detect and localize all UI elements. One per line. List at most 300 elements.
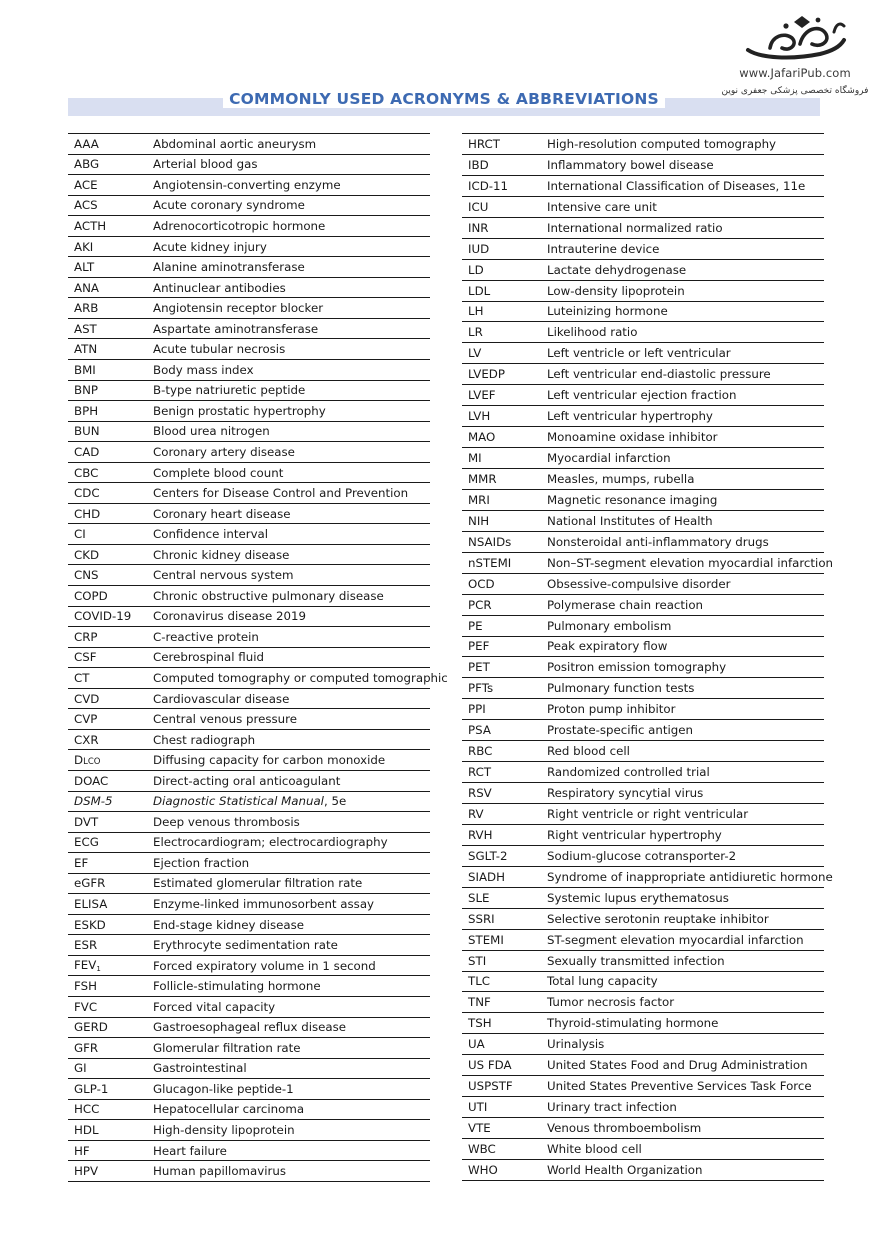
definition: Heart failure (153, 1143, 227, 1158)
abbreviation: HRCT (468, 136, 500, 151)
abbreviation: ELISA (74, 897, 108, 911)
definition: Magnetic resonance imaging (547, 492, 718, 507)
definition: Ejection fraction (153, 855, 250, 870)
abbreviation: COPD (74, 588, 108, 603)
abbreviation: DVT (74, 814, 99, 829)
table-row (68, 360, 430, 381)
definition: Proton pump inhibitor (547, 702, 676, 717)
abbreviation: DLCO (74, 753, 101, 768)
abbreviation: UTI (468, 1100, 488, 1115)
table-row (462, 783, 824, 804)
definition: Diagnostic Statistical Manual, 5e (153, 794, 347, 809)
definition: Sexually transmitted infection (547, 953, 725, 968)
table-row (462, 574, 824, 595)
abbreviation: CI (74, 527, 86, 542)
definition: Coronary artery disease (153, 444, 295, 459)
table-row (68, 155, 430, 176)
definition: International normalized ratio (547, 220, 723, 235)
abbreviation: TLC (468, 974, 491, 989)
abbreviation: BPH (74, 403, 99, 418)
table-row (462, 972, 824, 993)
table-row (68, 422, 430, 443)
table-row (68, 689, 430, 710)
abbreviation: CBC (74, 465, 99, 480)
definition: Lactate dehydrogenase (547, 262, 687, 277)
table-row (462, 406, 824, 427)
table-row (462, 1013, 824, 1034)
table-row (68, 586, 430, 607)
definition: White blood cell (547, 1141, 642, 1156)
abbreviation: ICU (468, 199, 489, 214)
abbreviation: DSM-5 (74, 794, 113, 809)
abbreviation: HPV (74, 1164, 99, 1179)
abbreviation: LVEDP (468, 367, 505, 382)
table-row (68, 812, 430, 833)
table-row (462, 281, 824, 302)
table-row (462, 888, 824, 909)
definition: Cardiovascular disease (153, 691, 290, 706)
abbreviation: CAD (74, 444, 100, 459)
abbreviation: CXR (74, 732, 99, 747)
definition: Pulmonary embolism (547, 618, 672, 633)
definition: Left ventricle or left ventricular (547, 346, 731, 361)
calligraphy-logo-icon (740, 14, 850, 66)
definition: Deep venous thrombosis (153, 814, 300, 829)
abbreviation: FVC (74, 999, 98, 1014)
definition: Left ventricular hypertrophy (547, 409, 713, 424)
table-row (68, 524, 430, 545)
abbreviation: ANA (74, 280, 99, 295)
abbreviation: RVH (468, 827, 493, 842)
abbreviation: ARB (74, 301, 99, 316)
definition: C-reactive protein (153, 629, 259, 644)
table-row (68, 401, 430, 422)
definition: Sodium-glucose cotransporter-2 (547, 848, 737, 863)
definition: Centers for Disease Control and Prevention (153, 486, 409, 501)
table-row (462, 992, 824, 1013)
abbreviation: LVH (468, 409, 491, 424)
definition: Complete blood count (153, 465, 284, 480)
abbreviation: VTE (468, 1121, 491, 1136)
publisher-subtitle: فروشگاه تخصصی پزشکی جعفری نوین (721, 86, 869, 96)
abbreviation: WHO (468, 1162, 498, 1177)
abbreviation: SGLT-2 (468, 848, 508, 863)
abbreviation: HCC (74, 1102, 100, 1117)
definition: Glomerular filtration rate (153, 1040, 301, 1055)
abbreviation: ACTH (74, 218, 107, 233)
abbreviation: CDC (74, 486, 100, 501)
table-row (462, 1034, 824, 1055)
table-row (68, 257, 430, 278)
abbreviation: RBC (468, 744, 493, 759)
table-row (462, 197, 824, 218)
table-row (68, 545, 430, 566)
abbreviation: PPI (468, 702, 486, 717)
definition: Prostate-specific antigen (547, 723, 694, 738)
definition: Angiotensin receptor blocker (153, 301, 324, 316)
table-row (68, 134, 430, 155)
definition: United States Food and Drug Administration (547, 1058, 808, 1073)
definition: Electrocardiogram; electrocardiography (153, 835, 388, 850)
abbreviation: IBD (468, 157, 489, 172)
table-row (68, 1018, 430, 1039)
table-row (462, 385, 824, 406)
abbreviation: ACE (74, 177, 98, 192)
definition: Thyroid-stimulating hormone (547, 1016, 719, 1031)
abbreviation: ATN (74, 342, 98, 357)
table-row (68, 216, 430, 237)
definition: Measles, mumps, rubella (547, 471, 695, 486)
table-row (68, 607, 430, 628)
table-row (462, 930, 824, 951)
table-row (68, 1161, 430, 1182)
definition: Left ventricular end-diastolic pressure (547, 367, 771, 382)
definition: Acute kidney injury (153, 239, 267, 254)
table-row (462, 364, 824, 385)
definition: World Health Organization (547, 1162, 703, 1177)
table-row (462, 302, 824, 323)
table-row (68, 668, 448, 689)
definition: Left ventricular ejection fraction (547, 388, 737, 403)
definition: Monoamine oxidase inhibitor (547, 430, 718, 445)
table-row (68, 381, 430, 402)
definition: Inflammatory bowel disease (547, 157, 714, 172)
abbreviation: EF (74, 855, 89, 870)
table-row (462, 909, 824, 930)
abbreviation: LH (468, 304, 484, 319)
definition: Urinary tract infection (547, 1100, 677, 1115)
abbreviation: AAA (74, 136, 99, 151)
table-row (68, 319, 430, 340)
abbreviation: CRP (74, 629, 98, 644)
table-row (462, 867, 833, 888)
table-row (462, 448, 824, 469)
abbreviation: AST (74, 321, 97, 336)
abbreviation: GERD (74, 1020, 108, 1035)
table-row (68, 730, 430, 751)
abbreviation: FSH (74, 979, 97, 994)
table-row (68, 1100, 430, 1121)
table-row (462, 825, 824, 846)
table-row (68, 1059, 430, 1080)
table-row (462, 260, 824, 281)
table-row (462, 343, 824, 364)
definition: ST-segment elevation myocardial infarction (547, 932, 804, 947)
table-row (462, 1160, 824, 1181)
definition: International Classification of Diseases, 11e (547, 178, 806, 193)
table-row (68, 1038, 430, 1059)
table-row (462, 1118, 824, 1139)
table-row (68, 627, 430, 648)
table-row (68, 1120, 430, 1141)
abbreviation: MI (468, 451, 482, 466)
table-row (462, 846, 824, 867)
definition: Non–ST-segment elevation myocardial infarction (547, 555, 834, 570)
abbreviation: WBC (468, 1141, 496, 1156)
definition: Likelihood ratio (547, 325, 638, 340)
definition: Abdominal aortic aneurysm (153, 136, 317, 151)
abbreviation: PSA (468, 723, 491, 738)
definition: Forced vital capacity (153, 999, 276, 1014)
table-row (68, 1079, 430, 1100)
abbreviation: HDL (74, 1123, 99, 1138)
definition: Follicle-stimulating hormone (153, 979, 321, 994)
abbreviation: NSAIDs (468, 534, 512, 549)
abbreviation: RCT (468, 765, 492, 780)
table-row (462, 511, 824, 532)
abbreviation: RV (468, 806, 484, 821)
abbreviation: BMI (74, 362, 96, 377)
definition: Obsessive-compulsive disorder (547, 576, 731, 591)
table-row (462, 532, 824, 553)
table-row (462, 678, 824, 699)
abbreviation: MAO (468, 430, 496, 445)
abbreviation: CNS (74, 568, 99, 583)
table-row (462, 553, 834, 574)
abbreviation: TSH (468, 1016, 492, 1031)
table-row (462, 699, 824, 720)
definition: Low-density lipoprotein (547, 283, 685, 298)
definition: Estimated glomerular filtration rate (153, 876, 363, 891)
definition: United States Preventive Services Task Force (547, 1079, 812, 1094)
table-row (68, 648, 430, 669)
abbreviation: INR (468, 220, 489, 235)
abbreviation: SLE (468, 890, 490, 905)
definition: Confidence interval (153, 527, 269, 542)
abbreviation: US FDA (468, 1058, 512, 1073)
table-row (68, 771, 430, 792)
table-row (68, 935, 430, 956)
table-row (68, 565, 430, 586)
table-row (68, 792, 430, 813)
definition: Benign prostatic hypertrophy (153, 403, 326, 418)
table-row (462, 176, 824, 197)
definition: Intensive care unit (547, 199, 657, 214)
definition: Chest radiograph (153, 732, 256, 747)
definition: Tumor necrosis factor (547, 995, 675, 1010)
abbreviation: BNP (74, 383, 99, 398)
definition: Selective serotonin reuptake inhibitor (547, 911, 769, 926)
table-row (68, 1141, 430, 1162)
abbreviation: CHD (74, 506, 101, 521)
definition: Chronic obstructive pulmonary disease (153, 588, 384, 603)
definition: Coronary heart disease (153, 506, 291, 521)
definition: Acute tubular necrosis (153, 342, 286, 357)
abbreviation: ABG (74, 157, 100, 172)
abbreviation: PFTs (468, 681, 494, 696)
abbreviation: PCR (468, 597, 492, 612)
table-row (68, 504, 430, 525)
abbreviation: LD (468, 262, 484, 277)
definition: Diffusing capacity for carbon monoxide (153, 753, 386, 768)
abbreviation: PET (468, 660, 490, 675)
definition: Body mass index (153, 362, 254, 377)
definition: Gastroesophageal reflux disease (153, 1020, 347, 1035)
table-row (462, 1139, 824, 1160)
table-row (462, 1076, 824, 1097)
abbreviation: AKI (74, 239, 94, 254)
definition: Blood urea nitrogen (153, 424, 270, 439)
table-row (68, 976, 430, 997)
definition: Systemic lupus erythematosus (547, 890, 729, 905)
abbreviation: ICD-11 (468, 178, 509, 193)
table-row (462, 239, 824, 260)
table-row (462, 134, 824, 155)
table-row (462, 322, 824, 343)
abbreviation: ESKD (74, 917, 106, 932)
table-row (68, 278, 430, 299)
abbreviation: RSV (468, 786, 492, 801)
definition: Glucagon-like peptide-1 (153, 1081, 294, 1096)
table-row (462, 951, 824, 972)
definition: Coronavirus disease 2019 (153, 609, 307, 624)
abbreviation: CT (74, 670, 90, 685)
abbreviation: IUD (468, 241, 490, 256)
definition: High-density lipoprotein (153, 1123, 295, 1138)
abbreviation: MMR (468, 471, 497, 486)
table-row (462, 595, 824, 616)
definition: Antinuclear antibodies (153, 280, 286, 295)
definition: Central nervous system (153, 568, 294, 583)
table-row (462, 1055, 824, 1076)
abbreviation: ALT (74, 260, 95, 275)
definition: Venous thromboembolism (547, 1121, 702, 1136)
abbreviation: LR (468, 325, 483, 340)
abbreviation: STEMI (468, 932, 504, 947)
abbreviation: COVID-19 (74, 609, 132, 624)
abbreviation: CVP (74, 712, 98, 727)
abbreviation: DOAC (74, 773, 109, 788)
definition: Chronic kidney disease (153, 547, 290, 562)
definition: Acute coronary syndrome (153, 198, 305, 213)
table-row (68, 483, 430, 504)
abbreviation: ECG (74, 835, 99, 850)
definition: Gastrointestinal (153, 1061, 247, 1076)
abbreviation: HF (74, 1143, 90, 1158)
abbreviation-table-left (68, 133, 448, 1182)
definition: Positron emission tomography (547, 660, 727, 675)
abbreviation: ACS (74, 198, 98, 213)
table-row (462, 804, 824, 825)
abbreviation: LDL (468, 283, 491, 298)
table-row (68, 463, 430, 484)
table-row (68, 196, 430, 217)
abbreviation: SSRI (468, 911, 495, 926)
page-title-text: COMMONLY USED ACRONYMS & ABBREVIATIONS (223, 90, 665, 108)
definition: Urinalysis (547, 1037, 605, 1052)
abbreviation: $FEV_1$ (74, 958, 101, 974)
definition: Direct-acting oral anticoagulant (153, 773, 341, 788)
table-row (462, 469, 824, 490)
definition: Nonsteroidal anti-inflammatory drugs (547, 534, 769, 549)
definition: Polymerase chain reaction (547, 597, 704, 612)
abbreviation: CVD (74, 691, 100, 706)
table-row (68, 853, 430, 874)
definition: B-type natriuretic peptide (153, 383, 306, 398)
table-row (68, 894, 430, 915)
definition: Human papillomavirus (153, 1164, 287, 1179)
abbreviation: NIH (468, 513, 490, 528)
table-row (68, 175, 430, 196)
table-row (462, 762, 824, 783)
table-row (68, 709, 430, 730)
abbreviation: eGFR (74, 876, 106, 891)
definition: Central venous pressure (153, 712, 297, 727)
definition: Respiratory syncytial virus (547, 786, 704, 801)
abbreviation: ESR (74, 938, 98, 953)
abbreviation: SIADH (468, 869, 505, 884)
definition: Myocardial infarction (547, 451, 671, 466)
abbreviation: GLP-1 (74, 1081, 109, 1096)
abbreviation: nSTEMI (468, 555, 512, 570)
definition: Aspartate aminotransferase (153, 321, 319, 336)
abbreviation: BUN (74, 424, 100, 439)
table-row (462, 741, 824, 762)
definition: National Institutes of Health (547, 513, 713, 528)
abbreviation: PEF (468, 639, 490, 654)
table-row (462, 490, 824, 511)
abbreviation: GFR (74, 1040, 99, 1055)
abbreviation: CKD (74, 547, 100, 562)
abbreviation: UA (468, 1037, 485, 1052)
abbreviation: GI (74, 1061, 87, 1076)
definition: Right ventricle or right ventricular (547, 806, 749, 821)
publisher-url: www.JafariPub.com (739, 66, 851, 80)
definition: Pulmonary function tests (547, 681, 695, 696)
table-row (68, 237, 430, 258)
definition: Angiotensin-converting enzyme (153, 177, 341, 192)
definition: High-resolution computed tomography (547, 136, 777, 151)
table-row (68, 997, 430, 1018)
table-row (68, 956, 430, 977)
definition: Right ventricular hypertrophy (547, 827, 722, 842)
abbreviation: TNF (468, 995, 491, 1010)
abbreviation: LV (468, 346, 482, 361)
table-row (68, 339, 430, 360)
abbreviation: USPSTF (468, 1079, 513, 1094)
table-row (68, 750, 430, 771)
definition: Intrauterine device (547, 241, 660, 256)
table-row (68, 874, 430, 895)
definition: Randomized controlled trial (547, 765, 710, 780)
abbreviation: OCD (468, 576, 495, 591)
page-title (68, 90, 820, 108)
table-row (68, 833, 430, 854)
table-row (462, 657, 824, 678)
abbreviation: STI (468, 953, 487, 968)
definition: Enzyme-linked immunosorbent assay (153, 897, 375, 911)
table-row (462, 218, 824, 239)
definition: Syndrome of inappropriate antidiuretic hormone (547, 869, 833, 884)
table-row (462, 616, 824, 637)
table-row (462, 155, 824, 176)
definition: Arterial blood gas (153, 157, 258, 172)
table-row (462, 427, 824, 448)
definition: End-stage kidney disease (153, 917, 305, 932)
abbreviation: LVEF (468, 388, 496, 403)
abbreviation: MRI (468, 492, 490, 507)
abbreviation: PE (468, 618, 483, 633)
definition: Erythrocyte sedimentation rate (153, 938, 338, 953)
definition: Adrenocorticotropic hormone (153, 218, 326, 233)
abbreviation-table-right (462, 133, 834, 1181)
definition: Hepatocellular carcinoma (153, 1102, 305, 1117)
definition: Alanine aminotransferase (153, 260, 305, 275)
definition: Total lung capacity (547, 974, 658, 989)
definition: Peak expiratory flow (547, 639, 668, 654)
abbreviation: CSF (74, 650, 97, 665)
definition: Computed tomography or computed tomographic (153, 670, 448, 685)
